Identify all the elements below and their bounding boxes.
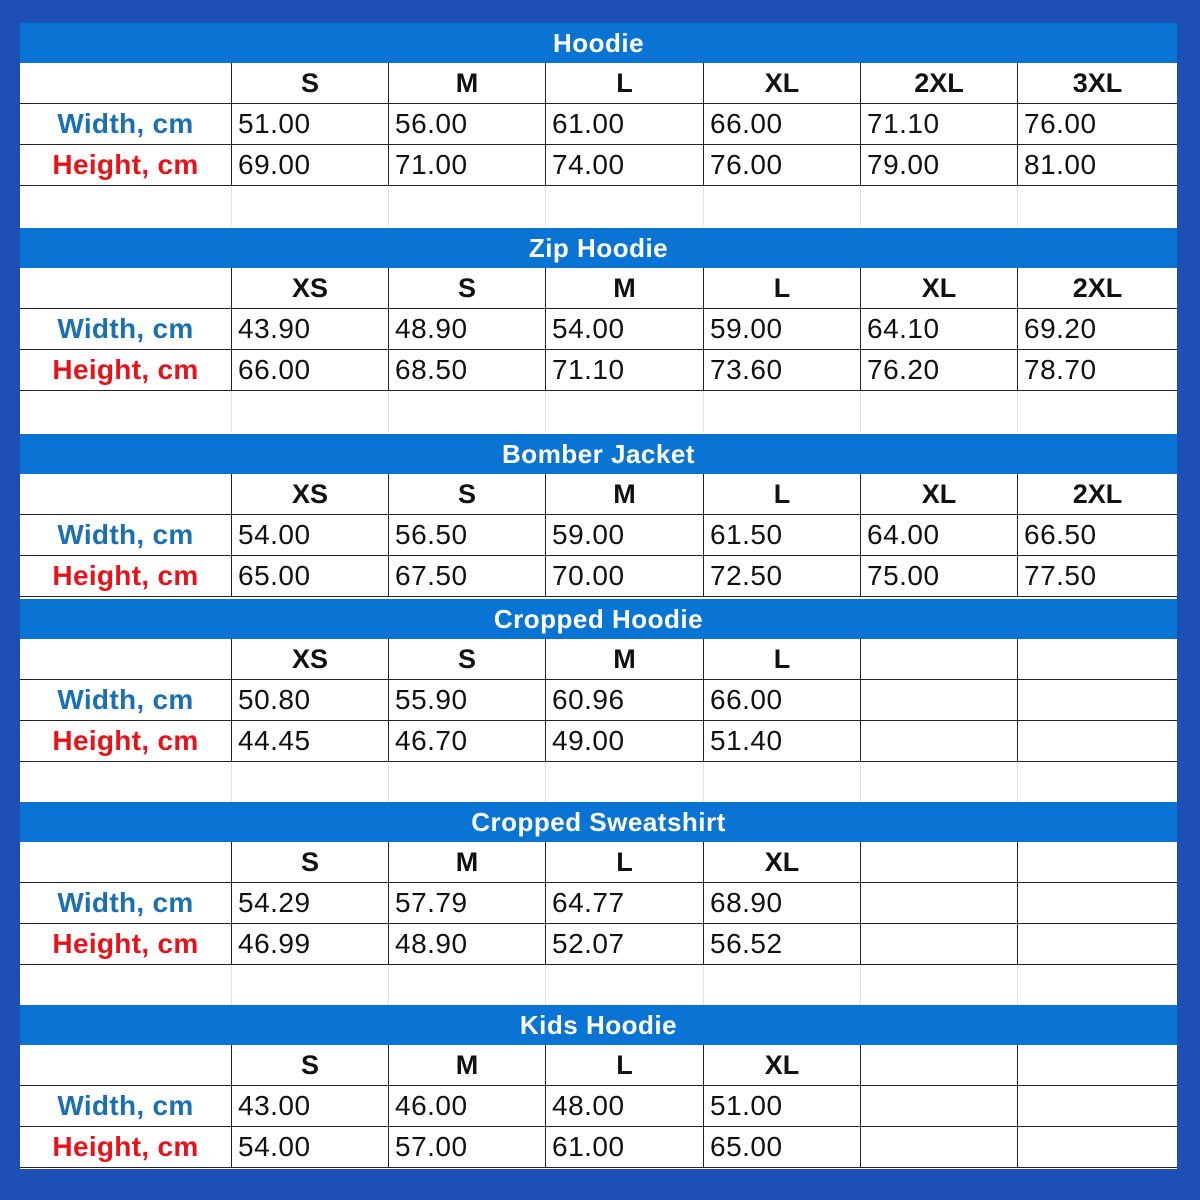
size-header-cell: 2XL xyxy=(861,63,1018,104)
height-value-cell: 71.10 xyxy=(546,350,704,391)
size-header-cell: M xyxy=(546,474,704,515)
size-header-cell: XL xyxy=(861,474,1018,515)
width-value-cell: 71.10 xyxy=(861,104,1018,145)
height-value-cell: 76.20 xyxy=(861,350,1018,391)
size-header-cell xyxy=(1018,842,1177,883)
size-header-cell: M xyxy=(389,63,546,104)
height-value-cell: 49.00 xyxy=(546,721,704,762)
size-header-cell: XS xyxy=(232,474,389,515)
width-value-cell: 61.50 xyxy=(704,515,861,556)
size-header-cell: S xyxy=(389,268,546,309)
section-title: Bomber Jacket xyxy=(20,434,1177,474)
size-header-cell: S xyxy=(389,474,546,515)
height-value-cell: 66.00 xyxy=(232,350,389,391)
empty-cell xyxy=(861,186,1018,227)
height-label: Height, cm xyxy=(20,721,232,762)
empty-cell xyxy=(389,965,546,1006)
empty-cell xyxy=(232,762,389,803)
height-row xyxy=(20,924,1177,965)
size-header-cell: L xyxy=(704,474,861,515)
height-label: Height, cm xyxy=(20,350,232,391)
size-grid xyxy=(20,1045,1177,1168)
empty-cell xyxy=(20,762,232,803)
width-value-cell: 59.00 xyxy=(546,515,704,556)
width-row xyxy=(20,104,1177,145)
width-value-cell xyxy=(1018,680,1177,721)
section-title: Zip Hoodie xyxy=(20,228,1177,268)
width-value-cell: 51.00 xyxy=(704,1086,861,1127)
size-header-cell: M xyxy=(546,639,704,680)
height-row xyxy=(20,1127,1177,1168)
empty-cell xyxy=(389,186,546,227)
empty-cell xyxy=(389,391,546,432)
height-label: Height, cm xyxy=(20,924,232,965)
height-value-cell: 74.00 xyxy=(546,145,704,186)
width-label: Width, cm xyxy=(20,104,232,145)
height-value-cell: 78.70 xyxy=(1018,350,1177,391)
size-header-cell: L xyxy=(704,639,861,680)
height-row xyxy=(20,556,1177,597)
width-value-cell: 64.77 xyxy=(546,883,704,924)
width-value-cell: 54.00 xyxy=(546,309,704,350)
width-label: Width, cm xyxy=(20,680,232,721)
corner-cell xyxy=(20,268,232,309)
size-header-cell xyxy=(861,842,1018,883)
height-row xyxy=(20,350,1177,391)
height-value-cell: 71.00 xyxy=(389,145,546,186)
height-value-cell: 70.00 xyxy=(546,556,704,597)
height-value-cell: 57.00 xyxy=(389,1127,546,1168)
height-value-cell xyxy=(861,721,1018,762)
size-header-row xyxy=(20,1045,1177,1086)
size-header-cell: 3XL xyxy=(1018,63,1177,104)
width-value-cell: 51.00 xyxy=(232,104,389,145)
size-header-cell: XL xyxy=(861,268,1018,309)
corner-cell xyxy=(20,63,232,104)
empty-cell xyxy=(704,762,861,803)
height-value-cell: 65.00 xyxy=(704,1127,861,1168)
section-title: Cropped Sweatshirt xyxy=(20,802,1177,842)
empty-cell xyxy=(546,186,704,227)
width-value-cell: 59.00 xyxy=(704,309,861,350)
size-header-cell: S xyxy=(232,1045,389,1086)
size-header-cell: M xyxy=(546,268,704,309)
size-header-cell xyxy=(861,639,1018,680)
height-label: Height, cm xyxy=(20,145,232,186)
empty-cell xyxy=(546,762,704,803)
empty-cell xyxy=(232,391,389,432)
height-value-cell: 77.50 xyxy=(1018,556,1177,597)
height-value-cell xyxy=(1018,924,1177,965)
height-label: Height, cm xyxy=(20,1127,232,1168)
width-value-cell xyxy=(861,883,1018,924)
width-row xyxy=(20,309,1177,350)
height-value-cell: 61.00 xyxy=(546,1127,704,1168)
size-header-row xyxy=(20,63,1177,104)
empty-cell xyxy=(232,186,389,227)
size-header-cell: L xyxy=(704,268,861,309)
width-value-cell: 66.50 xyxy=(1018,515,1177,556)
width-value-cell: 60.96 xyxy=(546,680,704,721)
width-value-cell: 43.00 xyxy=(232,1086,389,1127)
corner-cell xyxy=(20,1045,232,1086)
spacer-row xyxy=(20,186,1177,227)
spacer-row xyxy=(20,762,1177,803)
height-value-cell: 46.99 xyxy=(232,924,389,965)
height-label: Height, cm xyxy=(20,556,232,597)
empty-cell xyxy=(1018,762,1177,803)
width-value-cell: 64.00 xyxy=(861,515,1018,556)
size-header-cell: S xyxy=(389,639,546,680)
width-value-cell: 50.80 xyxy=(232,680,389,721)
width-row xyxy=(20,1086,1177,1127)
width-value-cell: 56.50 xyxy=(389,515,546,556)
width-value-cell: 55.90 xyxy=(389,680,546,721)
size-header-cell: XL xyxy=(704,842,861,883)
empty-cell xyxy=(1018,965,1177,1006)
height-row xyxy=(20,721,1177,762)
width-label: Width, cm xyxy=(20,1086,232,1127)
size-header-cell: L xyxy=(546,63,704,104)
size-header-row xyxy=(20,842,1177,883)
width-value-cell: 56.00 xyxy=(389,104,546,145)
size-header-cell: 2XL xyxy=(1018,474,1177,515)
width-value-cell: 66.00 xyxy=(704,104,861,145)
size-header-row xyxy=(20,639,1177,680)
empty-cell xyxy=(861,391,1018,432)
width-value-cell: 57.79 xyxy=(389,883,546,924)
width-value-cell: 46.00 xyxy=(389,1086,546,1127)
size-grid xyxy=(20,268,1177,432)
section-title: Hoodie xyxy=(20,23,1177,63)
height-value-cell: 79.00 xyxy=(861,145,1018,186)
width-value-cell: 68.90 xyxy=(704,883,861,924)
height-value-cell xyxy=(1018,721,1177,762)
size-header-cell: 2XL xyxy=(1018,268,1177,309)
empty-cell xyxy=(20,391,232,432)
width-value-cell: 61.00 xyxy=(546,104,704,145)
size-header-cell: XS xyxy=(232,268,389,309)
height-value-cell: 67.50 xyxy=(389,556,546,597)
height-value-cell: 52.07 xyxy=(546,924,704,965)
width-label: Width, cm xyxy=(20,883,232,924)
empty-cell xyxy=(861,762,1018,803)
height-value-cell: 73.60 xyxy=(704,350,861,391)
width-value-cell xyxy=(1018,1086,1177,1127)
size-header-cell: XL xyxy=(704,63,861,104)
width-row xyxy=(20,883,1177,924)
height-value-cell: 81.00 xyxy=(1018,145,1177,186)
width-value-cell: 54.00 xyxy=(232,515,389,556)
height-value-cell xyxy=(1018,1127,1177,1168)
height-value-cell: 68.50 xyxy=(389,350,546,391)
empty-cell xyxy=(546,391,704,432)
empty-cell xyxy=(20,965,232,1006)
size-header-cell: L xyxy=(546,1045,704,1086)
size-grid xyxy=(20,63,1177,227)
height-value-cell: 65.00 xyxy=(232,556,389,597)
size-header-cell: L xyxy=(546,842,704,883)
empty-cell xyxy=(232,965,389,1006)
width-row xyxy=(20,680,1177,721)
height-value-cell: 46.70 xyxy=(389,721,546,762)
size-header-cell xyxy=(861,1045,1018,1086)
empty-cell xyxy=(704,965,861,1006)
size-grid xyxy=(20,474,1177,597)
empty-cell xyxy=(861,965,1018,1006)
section-title: Kids Hoodie xyxy=(20,1005,1177,1045)
empty-cell xyxy=(1018,186,1177,227)
width-value-cell: 64.10 xyxy=(861,309,1018,350)
height-value-cell: 48.90 xyxy=(389,924,546,965)
size-grid xyxy=(20,639,1177,803)
width-label: Width, cm xyxy=(20,309,232,350)
empty-cell xyxy=(1018,391,1177,432)
height-value-cell: 54.00 xyxy=(232,1127,389,1168)
size-header-cell: S xyxy=(232,63,389,104)
width-value-cell: 66.00 xyxy=(704,680,861,721)
height-value-cell: 44.45 xyxy=(232,721,389,762)
height-value-cell: 75.00 xyxy=(861,556,1018,597)
spacer-row xyxy=(20,965,1177,1006)
width-value-cell: 76.00 xyxy=(1018,104,1177,145)
size-header-cell xyxy=(1018,1045,1177,1086)
size-header-cell: XS xyxy=(232,639,389,680)
size-grid xyxy=(20,842,1177,1006)
empty-cell xyxy=(704,391,861,432)
size-header-cell: S xyxy=(232,842,389,883)
height-row xyxy=(20,145,1177,186)
empty-cell xyxy=(20,186,232,227)
height-value-cell xyxy=(861,924,1018,965)
size-header-cell: M xyxy=(389,1045,546,1086)
size-header-row xyxy=(20,268,1177,309)
empty-cell xyxy=(704,186,861,227)
corner-cell xyxy=(20,474,232,515)
size-header-cell xyxy=(1018,639,1177,680)
width-value-cell: 43.90 xyxy=(232,309,389,350)
width-value-cell: 54.29 xyxy=(232,883,389,924)
empty-cell xyxy=(546,965,704,1006)
height-value-cell xyxy=(861,1127,1018,1168)
width-row xyxy=(20,515,1177,556)
empty-cell xyxy=(389,762,546,803)
size-header-cell: M xyxy=(389,842,546,883)
width-value-cell: 48.90 xyxy=(389,309,546,350)
section-title: Cropped Hoodie xyxy=(20,599,1177,639)
height-value-cell: 56.52 xyxy=(704,924,861,965)
height-value-cell: 69.00 xyxy=(232,145,389,186)
size-header-cell: XL xyxy=(704,1045,861,1086)
corner-cell xyxy=(20,842,232,883)
width-label: Width, cm xyxy=(20,515,232,556)
corner-cell xyxy=(20,639,232,680)
height-value-cell: 76.00 xyxy=(704,145,861,186)
width-value-cell xyxy=(861,1086,1018,1127)
size-chart-sheet xyxy=(20,23,1177,1169)
size-header-row xyxy=(20,474,1177,515)
width-value-cell xyxy=(861,680,1018,721)
width-value-cell xyxy=(1018,883,1177,924)
spacer-row xyxy=(20,391,1177,432)
height-value-cell: 72.50 xyxy=(704,556,861,597)
width-value-cell: 69.20 xyxy=(1018,309,1177,350)
width-value-cell: 48.00 xyxy=(546,1086,704,1127)
height-value-cell: 51.40 xyxy=(704,721,861,762)
